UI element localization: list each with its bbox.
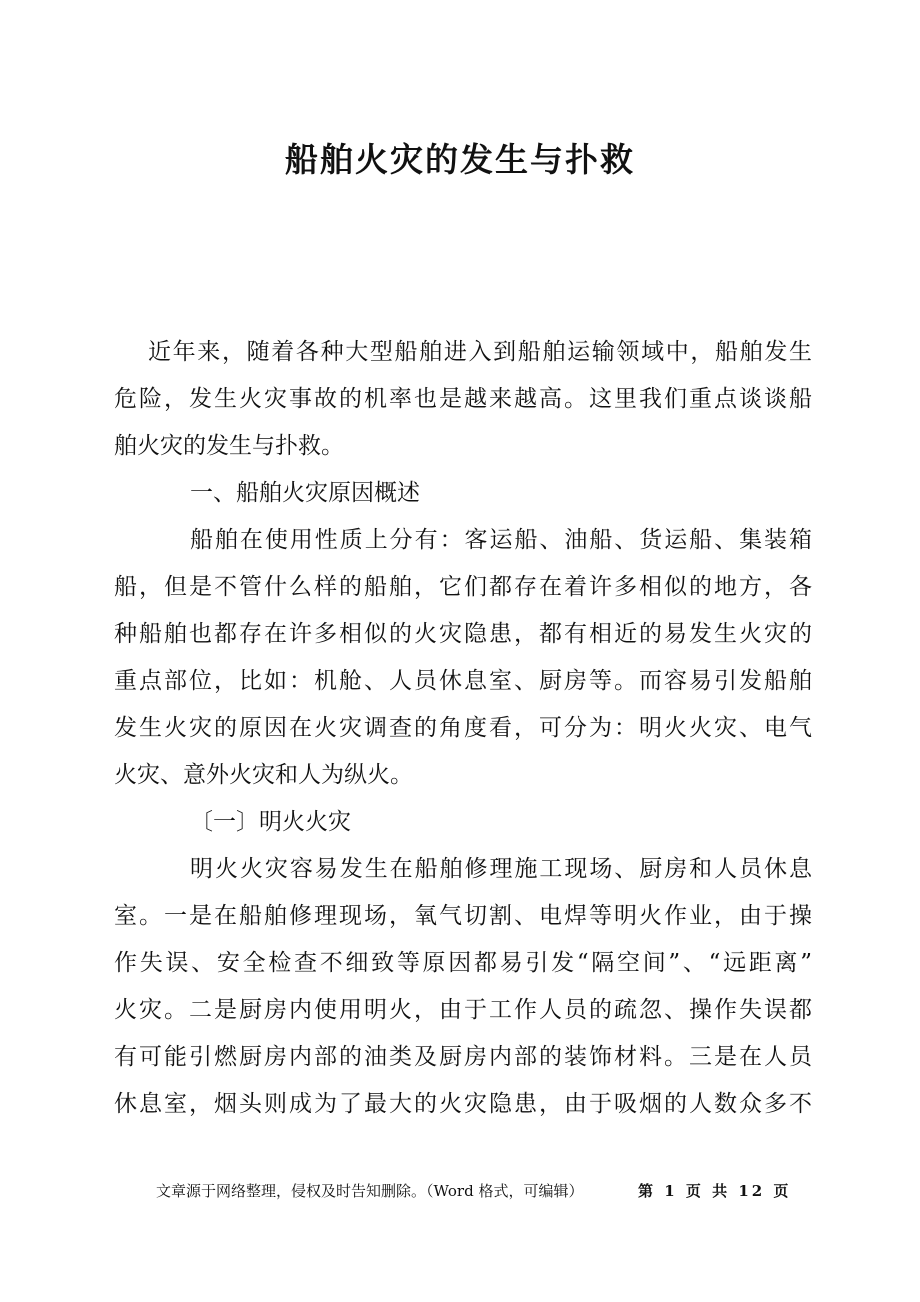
paragraph-open-fire	[114, 846, 812, 1128]
subsection-heading-1	[114, 799, 812, 846]
text-line: 船，但是不管什么样的船舶，它们都存在着许多相似的地方，各	[114, 574, 812, 600]
document-body	[114, 329, 812, 1128]
text-line: 有可能引燃厨房内部的油类及厨房内部的装饰材料。三是在人员	[114, 1044, 812, 1070]
text-line: 火灾。二是厨房内使用明火，由于工作人员的疏忽、操作失误都	[114, 997, 812, 1023]
text-line: 重点部位，比如：机舱、人员休息室、厨房等。而容易引发船舶	[114, 668, 812, 694]
page-number: 第 1 页 共 12 页	[638, 1182, 792, 1200]
text-line: 休息室，烟头则成为了最大的火灾隐患，由于吸烟的人数众多不	[114, 1091, 812, 1117]
heading-line: 一、船舶火灾原因概述	[190, 480, 420, 506]
footer-note: 文章源于网络整理，侵权及时告知删除。（Word 格式，可编辑）	[156, 1182, 584, 1200]
text-line: 危险，发生火灾事故的机率也是越来越高。这里我们重点谈谈船	[114, 386, 812, 412]
paragraph-intro	[114, 329, 812, 470]
text-line: 船舶在使用性质上分有：客运船、油船、货运船、集装箱	[190, 527, 812, 553]
section-heading-1	[114, 470, 812, 517]
text-line: 发生火灾的原因在火灾调查的角度看，可分为：明火火灾、电气	[114, 715, 812, 741]
paragraph-ship-types	[114, 517, 812, 799]
document-title: 船舶火灾的发生与扑救	[285, 140, 635, 179]
text-line: 作失误、安全检查不细致等原因都易引发“隔空间”、“远距离”	[114, 950, 812, 976]
text-line: 室。一是在船舶修理现场，氧气切割、电焊等明火作业，由于操	[114, 903, 812, 929]
text-line: 火灾、意外火灾和人为纵火。	[114, 762, 413, 788]
text-line: 舶火灾的发生与扑救。	[114, 433, 344, 459]
text-line: 种船舶也都存在许多相似的火灾隐患，都有相近的易发生火灾的	[114, 621, 812, 647]
page-footer	[156, 1180, 792, 1201]
text-line: 近年来，随着各种大型船舶进入到船舶运输领域中，船舶发生	[148, 339, 812, 365]
heading-line: 〔一〕明火火灾	[190, 809, 351, 835]
text-line: 明火火灾容易发生在船舶修理施工现场、厨房和人员休息	[190, 856, 812, 882]
